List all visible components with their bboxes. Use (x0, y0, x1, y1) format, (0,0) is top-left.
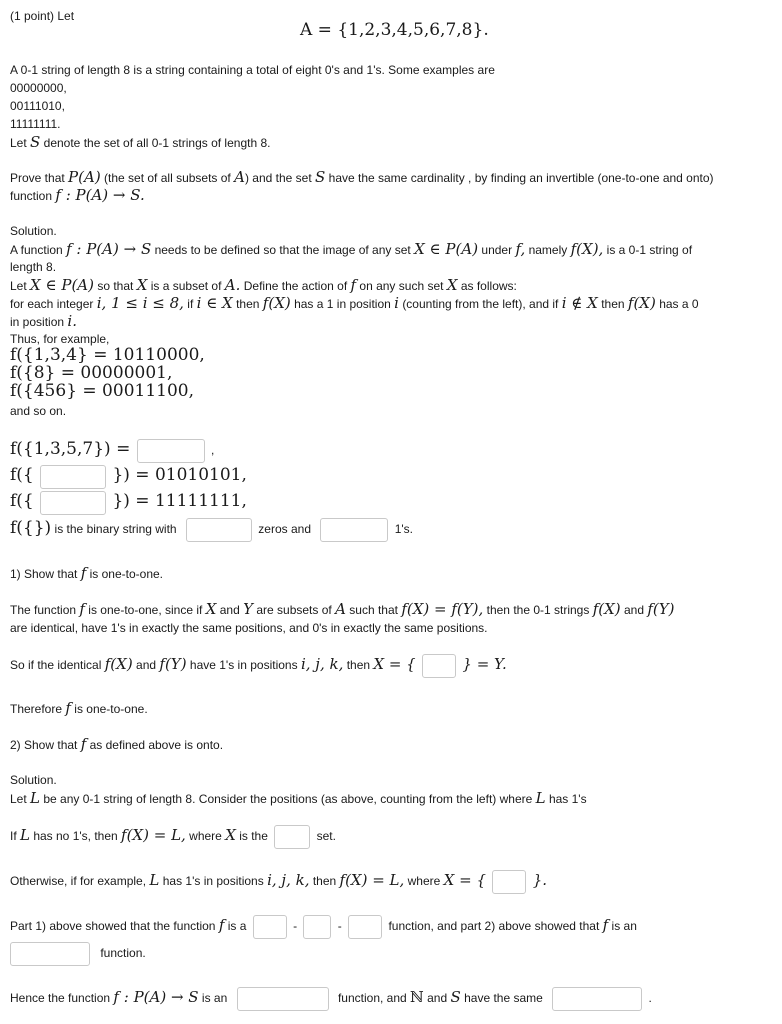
text: So if the identical (10, 658, 102, 673)
math: i, j, k, (300, 655, 344, 674)
text: - (337, 919, 342, 934)
text: has a 1 in position (294, 297, 391, 311)
text: has a 0 (659, 297, 699, 311)
text: Therefore (10, 702, 63, 716)
text: function, and part 2) above showed that (388, 919, 600, 934)
text: is one-to-one, since if (88, 603, 203, 617)
prove-line-1 (10, 169, 714, 186)
solution-line-3 (10, 277, 517, 294)
part1-line-3 (10, 654, 507, 678)
solution-line-7: and so on. (10, 404, 67, 418)
text: has 1's in positions (162, 874, 264, 889)
solution-line-2: length 8. (10, 260, 57, 274)
text: Part 1) above showed that the function (10, 919, 216, 934)
text: for each integer (10, 297, 94, 311)
part2-line-5 (10, 942, 146, 966)
text: is one-to-one. (74, 702, 148, 716)
part1-line-2: are identical, have 1's in exactly the same positions, and 0's in exactly the same positions. (10, 621, 488, 635)
text: in position (10, 315, 65, 329)
text: namely (528, 243, 568, 257)
text: The function (10, 603, 77, 617)
text: 2) Show that (10, 738, 78, 752)
text: on any such set (359, 279, 444, 293)
math: f(Y) (159, 655, 187, 674)
math: A (335, 600, 346, 618)
math: }) = 11111111, (112, 491, 247, 512)
math: Y (243, 600, 254, 618)
answer-input-bijective[interactable] (237, 987, 329, 1011)
math: f : P(A) → S (66, 240, 152, 258)
math: f(X) = L, (121, 826, 186, 845)
text: is the (239, 829, 268, 844)
text: (the set of all subsets of (104, 171, 231, 185)
math: f, (515, 240, 526, 258)
text: - (293, 919, 298, 934)
math: f (350, 276, 357, 294)
blank-row-3 (10, 491, 247, 515)
answer-input-set-01010101[interactable] (40, 465, 106, 489)
example-mapping: f({8} = 00000001, (10, 363, 173, 383)
text: has 1's (548, 792, 587, 806)
text: Prove that (10, 171, 65, 185)
math: f(X) (627, 294, 656, 312)
answer-input-f-1357[interactable] (137, 439, 205, 463)
text: ) and the set (244, 171, 312, 185)
text: if (187, 297, 194, 311)
part2-line-3 (10, 870, 547, 894)
text: under (481, 243, 513, 257)
answer-input-type-2[interactable] (303, 915, 331, 939)
text: needs to be defined so that the image of any set (154, 243, 411, 257)
part1-line-1 (10, 601, 675, 618)
math: f (65, 699, 71, 717)
math: X (225, 826, 236, 845)
math: A. (224, 276, 241, 294)
math: f(X), (570, 240, 604, 258)
math: X (446, 276, 458, 294)
math: i, j, k, (267, 871, 310, 890)
math: L (30, 789, 40, 807)
math: f : P(A) → S (113, 988, 199, 1007)
math: S (315, 168, 326, 186)
text: have the same cardinality , by finding an invertible (one-to-one and onto) (328, 171, 714, 185)
example-string: 00000000, (10, 81, 67, 95)
math: f(X) = L, (339, 871, 405, 890)
text: 1) Show that (10, 567, 78, 581)
text: are subsets of (256, 603, 332, 617)
part1-line-4 (10, 700, 148, 717)
math: } = Y. (462, 655, 507, 674)
part2-heading (10, 736, 223, 753)
math: X = { (443, 871, 486, 890)
math: X (205, 600, 217, 618)
text: is one-to-one. (89, 567, 164, 581)
text: function. (100, 946, 146, 961)
solution-line-1 (10, 241, 692, 258)
math: i (394, 294, 399, 312)
text: be any 0-1 string of length 8. Consider the positions (as above, counting from the left) where (43, 792, 533, 806)
answer-input-ones-count[interactable] (320, 518, 388, 542)
math: X ∈ P(A) (30, 276, 94, 294)
text: is a 0-1 string of (606, 243, 693, 257)
text: have 1's in positions (189, 658, 298, 673)
text: is a subset of (150, 279, 222, 293)
math: ℕ (410, 988, 424, 1007)
answer-input-empty-set[interactable] (274, 825, 310, 849)
math: L (149, 871, 160, 890)
text: Let (10, 792, 27, 806)
points-label: (1 point) Let (10, 9, 75, 23)
text: is a (227, 919, 247, 934)
definition-line: A 0-1 string of length 8 is a string containing a total of eight 0's and 1's. Some examples are (10, 63, 495, 77)
text: then the 0-1 strings (486, 603, 590, 617)
answer-input-X-positions[interactable] (492, 870, 526, 894)
text: and (219, 603, 240, 617)
text: have the same (464, 991, 543, 1006)
text: (counting from the left), and if (402, 297, 559, 311)
part2-line-4 (10, 915, 637, 939)
text: , (211, 443, 215, 458)
math: f (218, 916, 225, 935)
math: f(X) (262, 294, 291, 312)
math: }) = 01010101, (112, 465, 247, 486)
solution-line-6: Thus, for example, (10, 332, 110, 346)
text: is the binary string with (54, 522, 177, 537)
math: f : P(A) → S. (55, 186, 145, 204)
math: f(X) (592, 600, 621, 618)
text: 1's. (394, 522, 413, 537)
text: Hence the function (10, 991, 111, 1006)
math: f (602, 916, 609, 935)
blank-row-2 (10, 465, 247, 489)
text: denote the set of all 0-1 strings of length 8. (43, 136, 271, 150)
solution-line-5 (10, 313, 77, 330)
example-mapping: f({456} = 00011100, (10, 381, 194, 401)
text: such that (349, 603, 398, 617)
example-mapping: f({1,3,4} = 10110000, (10, 345, 205, 365)
math: f (80, 735, 87, 753)
math: f(X) = f(Y), (401, 600, 484, 618)
text: and (427, 991, 448, 1006)
math: f({ (10, 465, 34, 486)
text: is an (201, 991, 228, 1006)
math: f(Y) (647, 600, 675, 618)
text: . (648, 991, 652, 1006)
text: is an (611, 919, 637, 934)
part2-line-1 (10, 790, 587, 807)
text: set. (316, 829, 336, 844)
text: as defined above is onto. (89, 738, 224, 752)
text: function (10, 189, 53, 203)
blank-row-1 (10, 439, 214, 463)
math: L (20, 826, 30, 845)
math: P(A) (68, 168, 101, 186)
solution-heading: Solution. (10, 224, 57, 238)
text: function, and (337, 991, 407, 1006)
text: then (312, 874, 337, 889)
text: then (346, 658, 371, 673)
math: S (450, 988, 461, 1007)
let-S-line (10, 134, 270, 151)
math: X = { (373, 655, 416, 674)
math: X (136, 276, 148, 294)
text: then (236, 297, 260, 311)
answer-input-type-3[interactable] (348, 915, 382, 939)
answer-input-cardinality[interactable] (552, 987, 642, 1011)
math: f (79, 600, 85, 618)
math: i ∈ X (196, 294, 233, 312)
math: f (80, 564, 87, 582)
text: as follows: (460, 279, 517, 293)
math: X ∈ P(A) (414, 240, 479, 258)
text: zeros and (258, 522, 311, 537)
text: so that (97, 279, 134, 293)
answer-input-X-set[interactable] (422, 654, 456, 678)
text: where (189, 829, 222, 844)
part1-heading (10, 565, 163, 582)
answer-input-set-11111111[interactable] (40, 491, 106, 515)
math: i, 1 ≤ i ≤ 8, (96, 294, 184, 312)
text: and (623, 603, 645, 617)
text: Otherwise, if for example, (10, 874, 147, 889)
text: Let (10, 279, 27, 293)
math: f({ (10, 491, 34, 512)
prove-line-2 (10, 187, 145, 204)
example-string: 00111010, (10, 99, 65, 113)
text: has no 1's, then (33, 829, 118, 844)
part2-line-6 (10, 987, 652, 1011)
text: then (601, 297, 625, 311)
set-A-definition: A = {1,2,3,4,5,6,7,8}. (300, 20, 489, 40)
math: i ∉ X (561, 294, 598, 312)
text: and (136, 658, 157, 673)
text: where (407, 874, 441, 889)
part2-solution-heading: Solution. (10, 773, 57, 787)
example-string: 11111111. (10, 117, 61, 131)
solution-line-4 (10, 295, 699, 312)
math: i. (67, 312, 77, 330)
math: f(X) (104, 655, 133, 674)
math: S (30, 133, 41, 151)
math: L (535, 789, 546, 807)
math: }. (532, 871, 547, 890)
answer-input-onto[interactable] (10, 942, 90, 966)
part2-line-2 (10, 825, 336, 849)
math: f({1,3,5,7}) = (10, 439, 131, 460)
math: A (234, 168, 245, 186)
text: If (10, 829, 17, 844)
answer-input-type-1[interactable] (253, 915, 287, 939)
text: A function (10, 243, 63, 257)
answer-input-zeros-count[interactable] (186, 518, 252, 542)
math: f({}) (10, 518, 52, 539)
text: Let (10, 136, 27, 150)
blank-row-4 (10, 518, 413, 542)
text: Define the action of (243, 279, 348, 293)
